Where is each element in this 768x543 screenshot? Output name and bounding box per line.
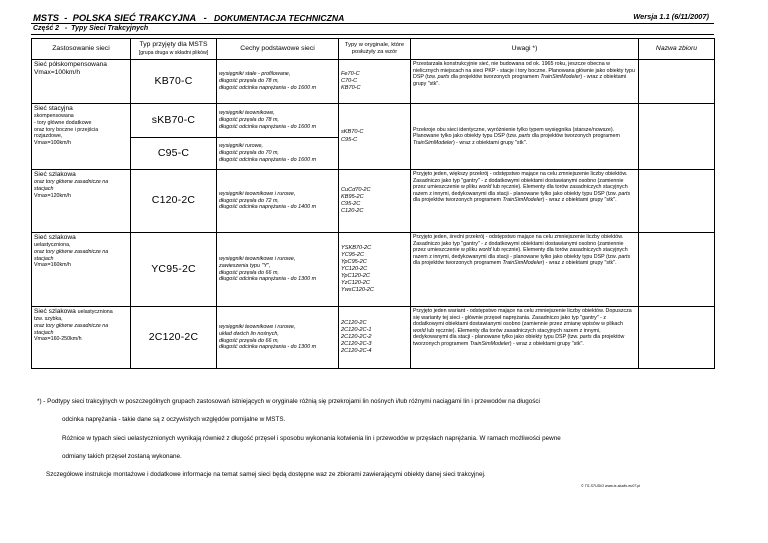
notes-cell: Przestarzała konstrukcyjnie sieć, nie budowana od ok. 1965 roku, jeszcze obecna w nielicznych miejscach na sieci PKP - stacje i tory boczne. Planowana głównie jako obiekty typu DSP (tzw. parts dla projektów tworzonych programem TrainSimModeler) - wraz z obiektami grupy "stk". <box>411 60 639 104</box>
usage-cell: Sieć półskompensowana Vmax=100km/h <box>32 60 131 104</box>
col-features-header: Cechy podstawowe sieci <box>217 39 339 60</box>
type-name: C95-C <box>131 138 217 170</box>
header-divider <box>31 23 714 24</box>
orig-types-cell: 2C120-2C 2C120-2C-1 2C120-2C-2 2C120-2C-3 2C120-2C-4 <box>339 307 411 369</box>
features-cell: wysięgniki teownikowe, długość przęsła do 78 m, długość odcinka naprężania - do 1600 m <box>217 104 339 138</box>
file-name-cell <box>639 60 715 104</box>
usage-cell: Sieć szlakowa uelastyczniona, oraz tory główne zasadnicze na stacjach Vmax=160km/h <box>32 233 131 307</box>
features-cell: wysięgniki teownikowe i rurowe, zawieszenia typu "Y", długość przęsła do 66 m, długość odcinka naprężania - do 1300 m <box>217 233 339 307</box>
notes-cell: Przyjęto jeden wariant - odstępstwo mające na celu zmniejszenie liczby obiektów. Dopuszcza się warianty tej sieci - głównie przęseł naprężania. Zasadniczo jako typ "gantry" - z dodatkowymi obiektami dostawianymi osobno (zamiennie przez zmianę wpisów w plikach world lub ręcznie). Elementy dla torów zasadniczych stacyjnych razem z innymi, dedykowanymi dla stacji - planowane tylko jako obiekty typu DSP (tzw. parts dla projektów tworzonych programem TrainSimModeler) - wraz z obiektami grupy "stk". <box>411 307 639 369</box>
copyright: © TS-STUDIO www.ts-studio.eu07.pl <box>581 484 640 488</box>
orig-types-cell: Fe70-C C70-C KB70-C <box>339 60 411 104</box>
features-cell: wysięgniki teownikowe i rurowe, długość przęsła do 72 m, długość odcinka naprężania - do 1400 m <box>217 170 339 233</box>
orig-types-cell: CuCd70-2C KB95-2C C95-2C C120-2C <box>339 170 411 233</box>
notes-cell: Przyjęto jeden, większy przekrój - odstępstwo mające na celu zmniejszenie liczby obiektów. Zasadniczo jako typ "gantry" - z dodatkowymi obiektami dostawianymi osobno (zamiennie przez umieszczenie w pliku world lub ręcznie). Elementy dla torów zasadniczych stacyjnych razem z innymi, dedykowanymi dla stacji - planowane tylko jako obiekty typu DSP (tzw. parts dla projektów tworzonych programem TrainSimModeler) - wraz z obiektami grupy "stk". <box>411 170 639 233</box>
notes-cell: Przyjęto jeden, średni przekrój - odstępstwo mające na celu zmniejszenie liczby obiektów. Zasadniczo jako typ "gantry" - z dodatkowymi obiektami dostawianymi osobno (zamiennie przez umieszczenie w pliku world lub ręcznie). Elementy dla torów zasadniczych stacyjnych razem z innymi, dedykowanymi dla stacji - planowane tylko jako obiekty typu DSP (tzw. parts dla projektów tworzonych programem TrainSimModeler) - wraz z obiektami grupy "stk". <box>411 233 639 307</box>
features-cell: wysięgniki rurowe, długość przęsła do 70 m, długość odcinka naprężania - do 1600 m <box>217 138 339 170</box>
type-name: 2C120-2C <box>131 307 217 369</box>
file-name-cell <box>639 307 715 369</box>
usage-cell: Sieć szlakowa uelastyczniona tzw. szybka, oraz tory główne zasadnicze na stacjach Vmax=160-250km/h <box>32 307 131 369</box>
version-label: Wersja 1.1 (6/11/2007) <box>633 12 709 21</box>
col-usage-header: Zastosowanie sieci <box>32 39 131 60</box>
notes-cell: Przekroje obu sieci identyczne, wyróżnienie tylko typem wysięgnika (starsze/nowsze). Planowane tylko jako obiekty typu DSP (tzw. parts dla projektów tworzonych programem TrainSimModeler) - wraz z obiektami grupy "stk". <box>411 104 639 170</box>
type-name: sKB70-C <box>131 104 217 138</box>
usage-cell: Sieć stacyjna skompensowana - tory główne dodatkowe oraz tory boczne i przejścia rozjazdowe, Vmax=100km/h <box>32 104 131 170</box>
col-orig-types-header: Typy w oryginale, które posłużyły za wzór <box>339 39 411 60</box>
footnote-line: odcinka naprężania - takie dane są z oczywistych względów pomijalne w MSTS. <box>62 416 286 423</box>
table-row <box>32 104 715 138</box>
usage-cell: Sieć szlakowa oraz tory główne zasadnicze na stacjach Vmax=120km/h <box>32 170 131 233</box>
type-name: C120-2C <box>131 170 217 233</box>
footnote-line: Różnice w typach sieci uelastycznionych wynikają również z długość przęseł i sposobu wykonania kotwienia lin i przewodów w przęsłach naprężania. W ramach możliwości pewne <box>62 435 561 442</box>
footnote-line: *) - Podtypy sieci trakcyjnych w poszczególnych grupach zastosowań istniejących w oryginale różnią się przekrojami lin nośnych i/lub różnymi naciągami lin i przewodów na długości <box>37 398 540 405</box>
features-cell: wysięgniki stałe - profilowane, długość przęsła do 78 m, długość odcinka naprężania - do 1600 m <box>217 60 339 104</box>
footnote-line: Szczegółowe instrukcje montażowe i dodatkowe informacje na temat samej sieci będą dostępne waz ze zbiorami zawierającymi obiekty danej sieci trakcyjnej. <box>46 471 486 478</box>
type-name: KB70-C <box>131 60 217 104</box>
file-name-cell <box>639 170 715 233</box>
col-notes-header: Uwagi *) <box>411 39 639 60</box>
file-name-cell <box>639 104 715 170</box>
features-cell: wysięgniki teownikowe i rurowe, układ dwóch lin nośnych, długość przęsła do 66 m, długość odcinka naprężania - do 1300 m <box>217 307 339 369</box>
footnote-line: odmiany takich przęseł zostaną wykonane. <box>62 453 182 460</box>
header-divider <box>31 34 714 35</box>
file-name-cell <box>639 233 715 307</box>
table-row <box>32 307 715 369</box>
orig-types-cell: sKB70-C C95-C <box>339 104 411 170</box>
type-name: YC95-2C <box>131 233 217 307</box>
header-title: MSTS - POLSKA SIEĆ TRAKCYJNA - DOKUMENTACJA TECHNICZNA <box>33 12 345 23</box>
network-types-table <box>31 38 715 369</box>
table-row <box>32 60 715 104</box>
table-row <box>32 233 715 307</box>
part-label: Część 2 - Typy Sieci Trakcyjnych <box>33 25 149 32</box>
col-name-header: Nazwa zbioru <box>639 39 715 60</box>
table-row <box>32 170 715 233</box>
orig-types-cell: YSKB70-2C YC95-2C YpC95-2C YC120-2C YpC120-2C YzC120-2C YwsC120-2C <box>339 233 411 307</box>
col-type-header: Typ przyjęty dla MSTS [grupa druga w składni plików] <box>131 39 217 60</box>
